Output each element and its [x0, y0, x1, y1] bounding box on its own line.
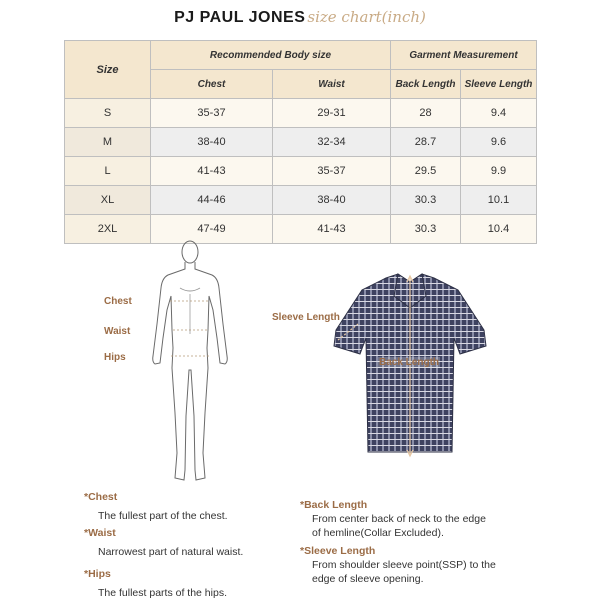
- back-length-cell: 28: [391, 99, 461, 128]
- table-row: [65, 186, 537, 215]
- waist-cell: 41-43: [273, 215, 391, 244]
- hips-definition: *Hips The fullest parts of the hips.: [84, 567, 284, 600]
- sleeve-length-col-header: Sleeve Length: [461, 70, 537, 99]
- chest-definition-title: Chest: [88, 491, 118, 503]
- sleeve-length-definition-line1: From shoulder sleeve point(SSP) to the: [312, 559, 496, 571]
- back-length-cell: 30.3: [391, 186, 461, 215]
- waist-definition-title: Waist: [88, 527, 116, 539]
- waist-definition: *Waist Narrowest part of natural waist.: [84, 526, 284, 559]
- sleeve-length-cell: 9.4: [461, 99, 537, 128]
- garment-measurement-header: Garment Measurement: [391, 41, 537, 70]
- waist-col-header: Waist: [273, 70, 391, 99]
- chart-title: [0, 8, 600, 30]
- size-cell: 2XL: [65, 215, 151, 244]
- hips-label: Hips: [104, 352, 126, 363]
- waist-definition-text: Narrowest part of natural waist.: [98, 546, 244, 558]
- chest-col-header: Chest: [151, 70, 273, 99]
- chest-definition: *Chest The fullest part of the chest.: [84, 490, 284, 523]
- sleeve-length-cell: 9.6: [461, 128, 537, 157]
- table-row: [65, 157, 537, 186]
- chest-cell: 41-43: [151, 157, 273, 186]
- back-length-definition-line1: From center back of neck to the edge: [312, 513, 486, 525]
- back-length-col-header: Back Length: [391, 70, 461, 99]
- waist-cell: 32-34: [273, 128, 391, 157]
- chest-definition-text: The fullest part of the chest.: [98, 510, 228, 522]
- recommended-body-header: Recommended Body size: [151, 41, 391, 70]
- waist-cell: 29-31: [273, 99, 391, 128]
- back-length-cell: 28.7: [391, 128, 461, 157]
- size-table: [64, 40, 537, 244]
- sleeve-length-label: Sleeve Length: [272, 312, 340, 323]
- size-cell: S: [65, 99, 151, 128]
- hips-definition-text: The fullest parts of the hips.: [98, 587, 227, 599]
- back-length-cell: 29.5: [391, 157, 461, 186]
- size-chart-script: size chart(inch): [307, 8, 426, 26]
- body-figure-icon: [140, 238, 240, 488]
- waist-label: Waist: [104, 326, 131, 337]
- size-header: Size: [65, 41, 151, 99]
- waist-cell: 38-40: [273, 186, 391, 215]
- sleeve-length-cell: 10.4: [461, 215, 537, 244]
- sleeve-length-definition: *Sleeve Length From shoulder sleeve point(SSP) to the edge of sleeve opening.: [300, 544, 540, 586]
- hips-definition-title: Hips: [88, 568, 111, 580]
- chest-cell: 38-40: [151, 128, 273, 157]
- size-cell: M: [65, 128, 151, 157]
- chest-label: Chest: [104, 296, 132, 307]
- brand-name: PJ PAUL JONES: [174, 9, 306, 26]
- back-length-cell: 30.3: [391, 215, 461, 244]
- back-length-definition: *Back Length From center back of neck to the edge of hemline(Collar Excluded).: [300, 498, 540, 540]
- table-row: [65, 215, 537, 244]
- table-row: [65, 99, 537, 128]
- back-length-label: Back Length: [379, 357, 440, 368]
- chest-cell: 44-46: [151, 186, 273, 215]
- sleeve-length-definition-title: Sleeve Length: [304, 545, 376, 557]
- waist-cell: 35-37: [273, 157, 391, 186]
- chest-cell: 35-37: [151, 99, 273, 128]
- sleeve-length-cell: 10.1: [461, 186, 537, 215]
- size-cell: XL: [65, 186, 151, 215]
- back-length-definition-line2: of hemline(Collar Excluded).: [312, 527, 444, 539]
- sleeve-length-cell: 9.9: [461, 157, 537, 186]
- size-cell: L: [65, 157, 151, 186]
- back-length-definition-title: Back Length: [304, 499, 368, 511]
- table-row: [65, 128, 537, 157]
- chest-cell: 47-49: [151, 215, 273, 244]
- sleeve-length-definition-line2: edge of sleeve opening.: [312, 573, 424, 585]
